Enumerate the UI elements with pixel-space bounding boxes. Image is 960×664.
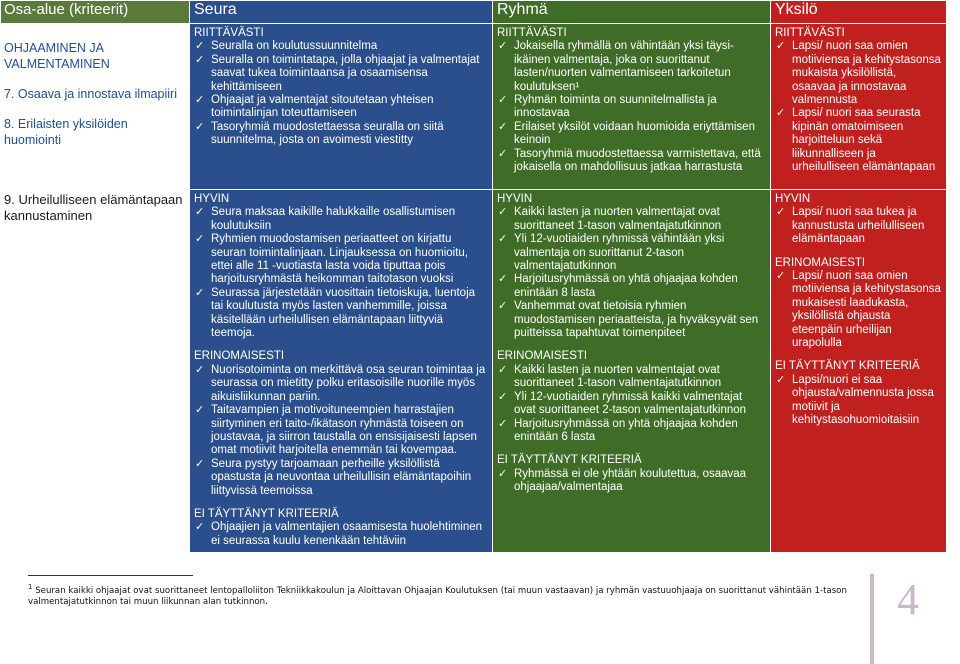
area-criterion: 7. Osaava ja innostava ilmapiiri [4,87,177,101]
list-item [194,364,488,404]
criteria-list [775,374,942,428]
list-item-text: Seuralla on koulutussuunnitelma [211,40,378,53]
list-item-text: Vanhemmat ovat tietoisia ryhmien muodostamisen periaatteista, ja hyväksyvät sen puitteissa tapahtuvat toimenpiteet [514,300,759,340]
criteria-list [497,206,766,340]
list-item [194,206,488,233]
level-title: ERINOMAISESTI [775,256,866,269]
checkmark-icon: ✓ [195,120,205,133]
criteria-level [775,257,942,351]
list-item [497,148,766,175]
yksilo-cell [771,24,947,190]
list-item [194,233,488,287]
list-item [497,206,766,233]
checkmark-icon: ✓ [498,94,508,107]
list-item-text: Seurassa järjestetään vuosittain tietoiskuja, luentoja tai koulutusta myös lasten vanhemmille, joissa käsitellään urheilullisen elämäntapaan liittyviä teemoja. [211,286,476,340]
checkmark-icon: ✓ [498,147,508,160]
checkmark-icon: ✓ [195,233,205,246]
list-item-text: Kaikki lasten ja nuorten valmentajat ovat suorittaneet 1-tason valmentajatutkinnon [514,206,722,232]
area-title: OHJAAMINEN JA VALMENTAMINEN [4,41,110,71]
criteria-list [194,206,488,340]
list-item [194,54,488,94]
criteria-list [194,364,488,498]
level-title: RIITTÄVÄSTI [497,27,567,39]
header-row [1,1,947,24]
checkmark-icon: ✓ [195,94,205,107]
list-item-text: Seuralla on toimintatapa, jolla ohjaajat ja valmentajat saavat tukea toimintaansa ja osaamisensa kehittämiseen [211,53,480,93]
list-item [194,121,488,148]
criteria-level [497,454,766,494]
list-item [194,404,488,458]
level-title: EI TÄYTTÄNYT KRITEERIÄ [194,507,339,520]
list-item-text: Ohjaajien ja valmentajien osaamisesta huolehtiminen ei seurassa kuulu kenenkään tehtäviin [211,521,483,547]
list-item [497,391,766,418]
list-item-text: Yli 12-vuotiaiden ryhmissä kaikki valmentajat ovat suorittaneet 2-tason valmentajatutkinnon [514,390,747,417]
criteria-level [775,193,942,247]
list-item-text: Seura pystyy tarjoamaan perheille yksilöllistä opastusta ja neuvontaa urheilullisin elämäntapoihin liittyvissä teemoissa [211,457,472,497]
list-item [497,233,766,273]
list-item-text: Ryhmän toiminta on suunnitelmallista ja innostavaa [514,94,717,120]
list-item-text: Erilaiset yksilöt voidaan huomioida eriyttämisen keinoin [514,120,755,147]
list-item [497,94,766,121]
level-title: HYVIN [194,193,230,205]
header-seura: Seura [190,1,493,24]
list-item [497,273,766,300]
header-area: Osa-alue (kriteerit) [1,1,190,24]
list-item-text: Nuorisotoiminta on merkittävä osa seuran toimintaa ja seurassa on mietitty polku eritasoisille nuorille myös aikuisliikunnan pariin. [211,363,486,403]
list-item [194,40,488,53]
checkmark-icon: ✓ [195,286,205,299]
level-title: ERINOMAISESTI [497,350,588,363]
criteria-list [497,364,766,444]
header-yksilo: Yksilö [771,1,947,24]
checkmark-icon: ✓ [498,363,508,376]
list-item-text: Kaikki lasten ja nuorten valmentajat ovat suorittaneet 1-tason valmentajatutkinnon [514,363,722,390]
checkmark-icon: ✓ [498,273,508,286]
checkmark-icon: ✓ [776,373,786,386]
list-item-text: Lapsi/ nuori saa omien motiiviensa ja kehitystasonsa mukaisesti laadukasta, yksilöllistä ohjausta eteenpäin urheilijan urapolulla [792,270,941,350]
list-item-text: Ohjaajat ja valmentajat sitoutetaan yhteisen toimintalinjan toteuttamiseen [211,94,434,120]
list-item [775,206,942,246]
level-title: RIITTÄVÄSTI [194,27,264,39]
checkmark-icon: ✓ [498,417,508,430]
list-item [497,468,766,495]
area-criterion: 9. Urheilulliseen elämäntapaan kannustaminen [4,192,183,223]
level-title: HYVIN [497,193,533,205]
list-item-text: Tasoryhmiä muodostettaessa varmistettava, että jokaisella on mahdollisuus jatkaa harrastusta [514,147,761,174]
level-title: EI TÄYTTÄNYT KRITEERIÄ [497,454,642,467]
list-item [775,374,942,428]
checkmark-icon: ✓ [195,53,205,66]
list-item [194,521,488,548]
checkmark-icon: ✓ [776,107,786,120]
list-item-text: Lapsi/ nuori saa omien motiiviensa ja kehitystasonsa mukaista yksilöllistä, osaavaa ja innostavaa valmennusta [792,40,941,107]
criteria-level [194,508,488,548]
footnote [28,582,848,608]
criteria-list [497,468,766,495]
level-title: HYVIN [775,193,811,205]
page-number: 4 [880,574,936,626]
checkmark-icon: ✓ [776,206,786,219]
list-item [497,300,766,340]
list-item-text: Harjoitusryhmässä on yhtä ohjaajaa kohden enintään 8 lasta [514,273,738,299]
criteria-level [497,350,766,444]
table-row [1,190,947,553]
criteria-list [775,206,942,246]
list-item-text: Tasoryhmiä muodostettaessa seuralla on siitä suunnitelma, josta on avoimesti viestitty [211,120,444,147]
criteria-level [194,193,488,340]
checkmark-icon: ✓ [498,40,508,53]
criteria-list [194,40,488,147]
checkmark-icon: ✓ [498,206,508,219]
list-item [775,40,942,107]
list-item-text: Yli 12-vuotiaiden ryhmissä vähintään yksi valmentaja on suorittanut 2-tason valmentajatutkinnon [514,233,725,273]
checkmark-icon: ✓ [195,521,205,534]
list-item [194,94,488,121]
checkmark-icon: ✓ [195,206,205,219]
ryhma-cell [493,24,771,190]
seura-cell [190,24,493,190]
area-cell [1,24,190,190]
checkmark-icon: ✓ [498,467,508,480]
checkmark-icon: ✓ [498,233,508,246]
seura-cell [190,190,493,553]
footnote-marker: 1 [28,583,33,591]
list-item [775,107,942,174]
decor-bar [870,574,874,664]
footnote-text: Seuran kaikki ohjaajat ovat suorittaneet lentopalloliiton Tekniikkakoulun ja Aloittavan Ohjaajan Koulutuksen (tai muun vastaavan) ja ryhmän vastuuohjaaja on suorittanut vähintään 1-tason valmentajatutkinnon tai muun liikunnan alan tutkinnon. [28,585,847,607]
list-item-text: Jokaisella ryhmällä on vähintään yksi täysi-ikäinen valmentaja, joka on suorittanut lasten/nuorten valmentamiseen tarkoitetun koulutuksen¹ [514,40,734,93]
yksilo-cell [771,190,947,553]
area-cell [1,190,190,553]
header-ryhma: Ryhmä [493,1,771,24]
list-item [497,121,766,148]
list-item-text: Lapsi/ nuori saa seurasta kipinän omatoimiseen harjoitteluun sekä liikunnalliseen ja urheilulliseen elämäntapaan [792,107,936,174]
list-item-text: Seura maksaa kaikille halukkaille osallistumisen koulutuksiin [211,206,456,232]
criteria-level [497,193,766,340]
criteria-level [775,27,942,174]
criteria-list [194,521,488,548]
list-item [775,270,942,350]
checkmark-icon: ✓ [195,40,205,53]
checkmark-icon: ✓ [498,300,508,313]
list-item [497,40,766,94]
criteria-level [194,350,488,497]
list-item-text: Ryhmässä ei ole yhtään koulutettua, osaavaa ohjaajaa/valmentajaa [514,467,747,494]
checkmark-icon: ✓ [195,457,205,470]
checkmark-icon: ✓ [776,270,786,283]
checkmark-icon: ✓ [195,404,205,417]
ryhma-cell [493,190,771,553]
checkmark-icon: ✓ [498,120,508,133]
level-title: ERINOMAISESTI [194,350,285,363]
criteria-level [497,27,766,174]
list-item [497,364,766,391]
criteria-level [194,27,488,148]
level-title: EI TÄYTTÄNYT KRITEERIÄ [775,360,920,373]
list-item [194,287,488,341]
criteria-level [775,360,942,427]
checkmark-icon: ✓ [195,363,205,376]
list-item [497,418,766,445]
criteria-list [775,270,942,350]
area-criterion: 8. Erilaisten yksilöiden huomiointi [4,117,128,147]
checkmark-icon: ✓ [498,390,508,403]
checkmark-icon: ✓ [776,40,786,53]
list-item-text: Lapsi/nuori ei saa ohjausta/valmennusta jossa motiivit ja kehitystasohuomioitaisiin [792,373,934,427]
criteria-list [497,40,766,174]
footnote-divider [28,575,193,576]
list-item [194,458,488,498]
list-item-text: Harjoitusryhmässä on yhtä ohjaajaa kohden enintään 6 lasta [514,417,738,443]
list-item-text: Taitavampien ja motivoituneempien harrastajien siirtyminen eri taito-/ikätason ryhmästä toiseen on joustavaa, ja siirron taustalla on ensisijaisesti lapsen omat motiivit harjoitella enemmän tai kovempaa. [211,404,477,457]
list-item-text: Lapsi/ nuori saa tukea ja kannustusta urheilulliseen elämäntapaan [792,206,925,246]
criteria-list [775,40,942,174]
list-item-text: Ryhmien muodostamisen periaatteet on kirjattu seuran toimintalinjaan. Linjauksessa on huomioitu, ettei alle 11 -vuotiasta lasta voida tiputtaa pois harjoitusryhmästä heikomman taitotason vuoksi [211,233,468,286]
level-title: RIITTÄVÄSTI [775,27,845,39]
table-row [1,24,947,190]
